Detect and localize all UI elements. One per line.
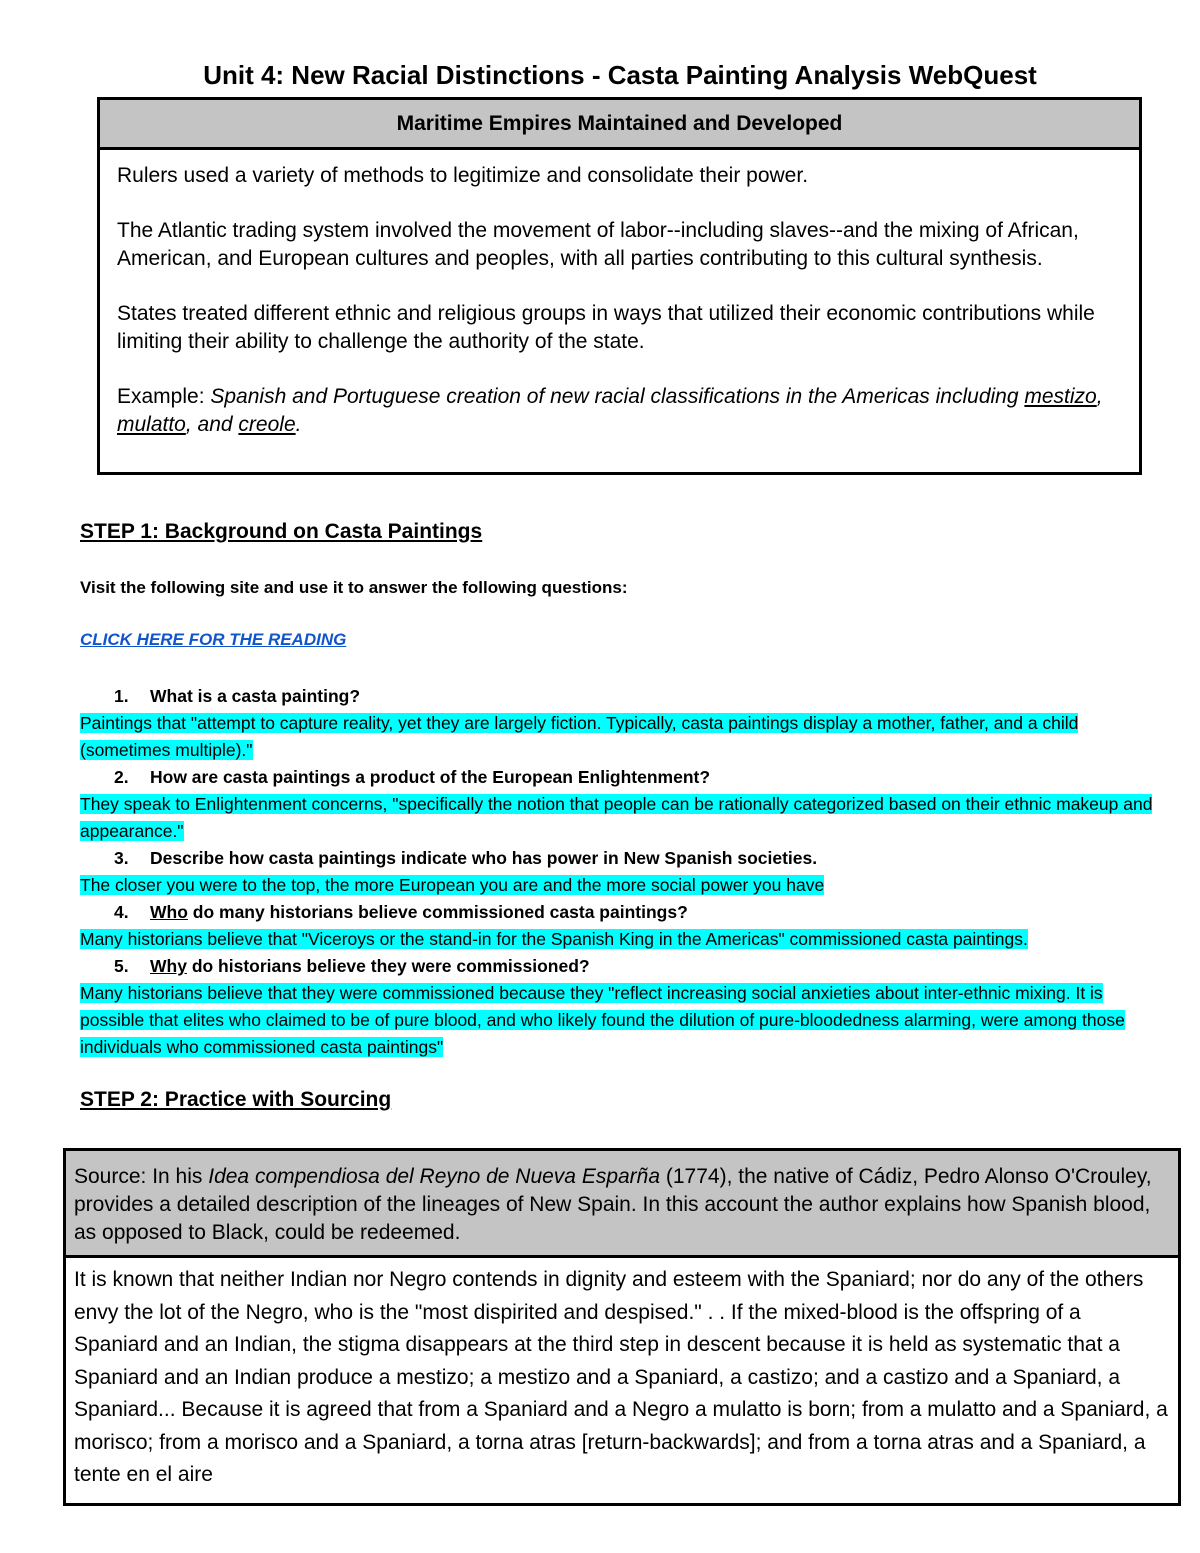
- question-2: [80, 764, 1160, 791]
- question-text: do historians believe they were commissioned?: [186, 956, 590, 976]
- term-mestizo: mestizo: [1024, 385, 1097, 408]
- term-end: .: [295, 413, 302, 436]
- answer-3: [80, 872, 1160, 899]
- intro-paragraph-1: Rulers used a variety of methods to legitimize and consolidate their power.: [117, 164, 809, 187]
- source-rest: (1774), the native of Cádiz, Pedro Alonso O'Crouley, provides a detailed description of the lineages of New Spain. In this account the author explains how Spanish blood, as opposed to Black, could be redeemed.: [74, 1165, 1152, 1244]
- question-3: [80, 845, 1160, 872]
- question-number: 2.: [114, 767, 129, 787]
- question-1: [80, 683, 1160, 710]
- example-text: Spanish and Portuguese creation of new racial classifications in the Americas including: [210, 385, 1025, 408]
- question-number: 5.: [114, 956, 129, 976]
- step2-heading: STEP 2: Practice with Sourcing: [80, 1088, 392, 1111]
- question-lead-word: Who: [150, 902, 188, 922]
- answer-4: [80, 926, 1160, 953]
- answer-text: They speak to Enlightenment concerns, "specifically the notion that people can be rationally categorized based on their ethnic makeup and appearance.": [80, 794, 1153, 841]
- term-creole: creole: [238, 413, 296, 436]
- answer-2: [80, 791, 1160, 845]
- question-5: [80, 953, 1160, 980]
- reading-link[interactable]: CLICK HERE FOR THE READING: [80, 630, 347, 649]
- intro-example: [117, 383, 1122, 439]
- question-lead-word: Why: [150, 956, 187, 976]
- answer-1: [80, 710, 1160, 764]
- answer-text: Many historians believe that "Viceroys or the stand-in for the Spanish King in the Americas" commissioned casta paintings.: [80, 929, 1028, 949]
- question-text: do many historians believe commissioned casta paintings?: [187, 902, 688, 922]
- example-label: Example:: [117, 385, 211, 408]
- intro-box-body: [100, 150, 1139, 439]
- question-list: [80, 683, 1160, 1061]
- question-4: [80, 899, 1160, 926]
- source-description: [66, 1151, 1178, 1258]
- question-text: What is a casta painting?: [150, 686, 361, 706]
- source-prefix: Source: In his: [74, 1165, 209, 1188]
- question-text: How are casta paintings a product of the European Enlightenment?: [150, 767, 711, 787]
- intro-paragraph-3: States treated different ethnic and religious groups in ways that utilized their economic contributions while limiting their ability to challenge the authority of the state.: [117, 302, 1095, 353]
- page-title: Unit 4: New Racial Distinctions - Casta Painting Analysis WebQuest: [203, 60, 1037, 90]
- answer-text: Many historians believe that they were commissioned because they "reflect increasing social anxieties about inter-ethnic mixing. It is possible that elites who claimed to be of pure blood, and who likely found the dilution of pure-bloodedness alarming, were among those individuals who commissioned casta paintings": [80, 983, 1125, 1057]
- step1-heading: STEP 1: Background on Casta Paintings: [80, 520, 483, 543]
- answer-text: The closer you were to the top, the more European you are and the more social power you have: [80, 875, 825, 895]
- term-separator: ,: [1096, 385, 1103, 408]
- answer-text: Paintings that "attempt to capture reality, yet they are largely fiction. Typically, casta paintings display a mother, father, and a child (sometimes multiple).": [80, 713, 1079, 760]
- question-text: Describe how casta paintings indicate who has power in New Spanish societies.: [150, 848, 818, 868]
- source-excerpt: It is known that neither Indian nor Negro contends in dignity and esteem with the Spaniard; nor do any of the others envy the lot of the Negro, who is the "most dispirited and despised." . . If the mixed-blood is the offspring of a Spaniard and an Indian, the stigma disappears at the third step in descent because it is held as systematic that a Spaniard and an Indian produce a mestizo; a mestizo and a Spaniard, a castizo; and a castizo and a Spaniard, a Spaniard... Because it is agreed that from a Spaniard and a Negro a mulatto is born; from a mulatto and a Spaniard, a morisco; from a morisco and a Spaniard, a torna atras [return-backwards]; and from a torna atras and a Spaniard, a tente en el aire: [74, 1268, 1168, 1486]
- question-number: 4.: [114, 902, 129, 922]
- term-separator: , and: [185, 413, 239, 436]
- intro-paragraph-2: The Atlantic trading system involved the movement of labor--including slaves--and the mixing of African, American, and European cultures and peoples, with all parties contributing to this cultural synthesis.: [117, 219, 1079, 270]
- intro-box: [97, 97, 1142, 475]
- answer-5: [80, 980, 1160, 1061]
- intro-box-header: Maritime Empires Maintained and Developed: [100, 100, 1139, 150]
- step1-instructions: Visit the following site and use it to answer the following questions:: [80, 578, 628, 597]
- source-box: [63, 1148, 1181, 1506]
- source-title: Idea compendiosa del Reyno de Nueva Esparña: [208, 1165, 661, 1188]
- question-number: 3.: [114, 848, 129, 868]
- question-number: 1.: [114, 686, 129, 706]
- term-mulatto: mulatto: [117, 413, 186, 436]
